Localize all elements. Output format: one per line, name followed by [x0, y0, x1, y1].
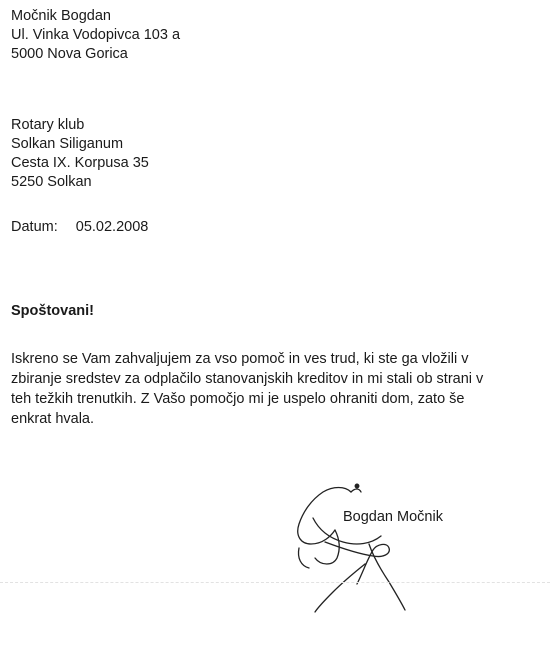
body-line: Iskreno se Vam zahvaljujem za vso pomoč in ves trud, ki ste ga vložili v: [11, 351, 469, 367]
date-value: 05.02.2008: [75, 219, 149, 235]
signer-name: Bogdan Močnik: [343, 509, 443, 525]
sender-street: Ul. Vinka Vodopivca 103 a: [11, 27, 181, 43]
date-line: [11, 218, 148, 237]
recipient-address: [11, 116, 149, 192]
recipient-line-4: 5250 Solkan: [11, 174, 92, 190]
page-rule: [0, 582, 550, 583]
body-line: zbiranje sredstev za odplačilo stanovanjskih kreditov in mi stali ob strani v: [11, 371, 484, 387]
sender-name: Močnik Bogdan: [11, 8, 111, 24]
recipient-line-3: Cesta IX. Korpusa 35: [11, 155, 149, 171]
sender-city: 5000 Nova Gorica: [11, 46, 128, 62]
salutation: Spoštovani!: [11, 303, 94, 319]
body-line: teh težkih trenutkih. Z Vašo pomočjo mi je uspelo ohraniti dom, zato še: [11, 391, 465, 407]
handwritten-signature: [285, 478, 425, 628]
recipient-line-2: Solkan Siliganum: [11, 136, 124, 152]
recipient-line-1: Rotary klub: [11, 117, 85, 133]
date-label: Datum:: [11, 219, 58, 235]
body-line: enkrat hvala.: [11, 411, 95, 427]
letter-body: [11, 349, 546, 429]
sender-address: [11, 7, 180, 64]
